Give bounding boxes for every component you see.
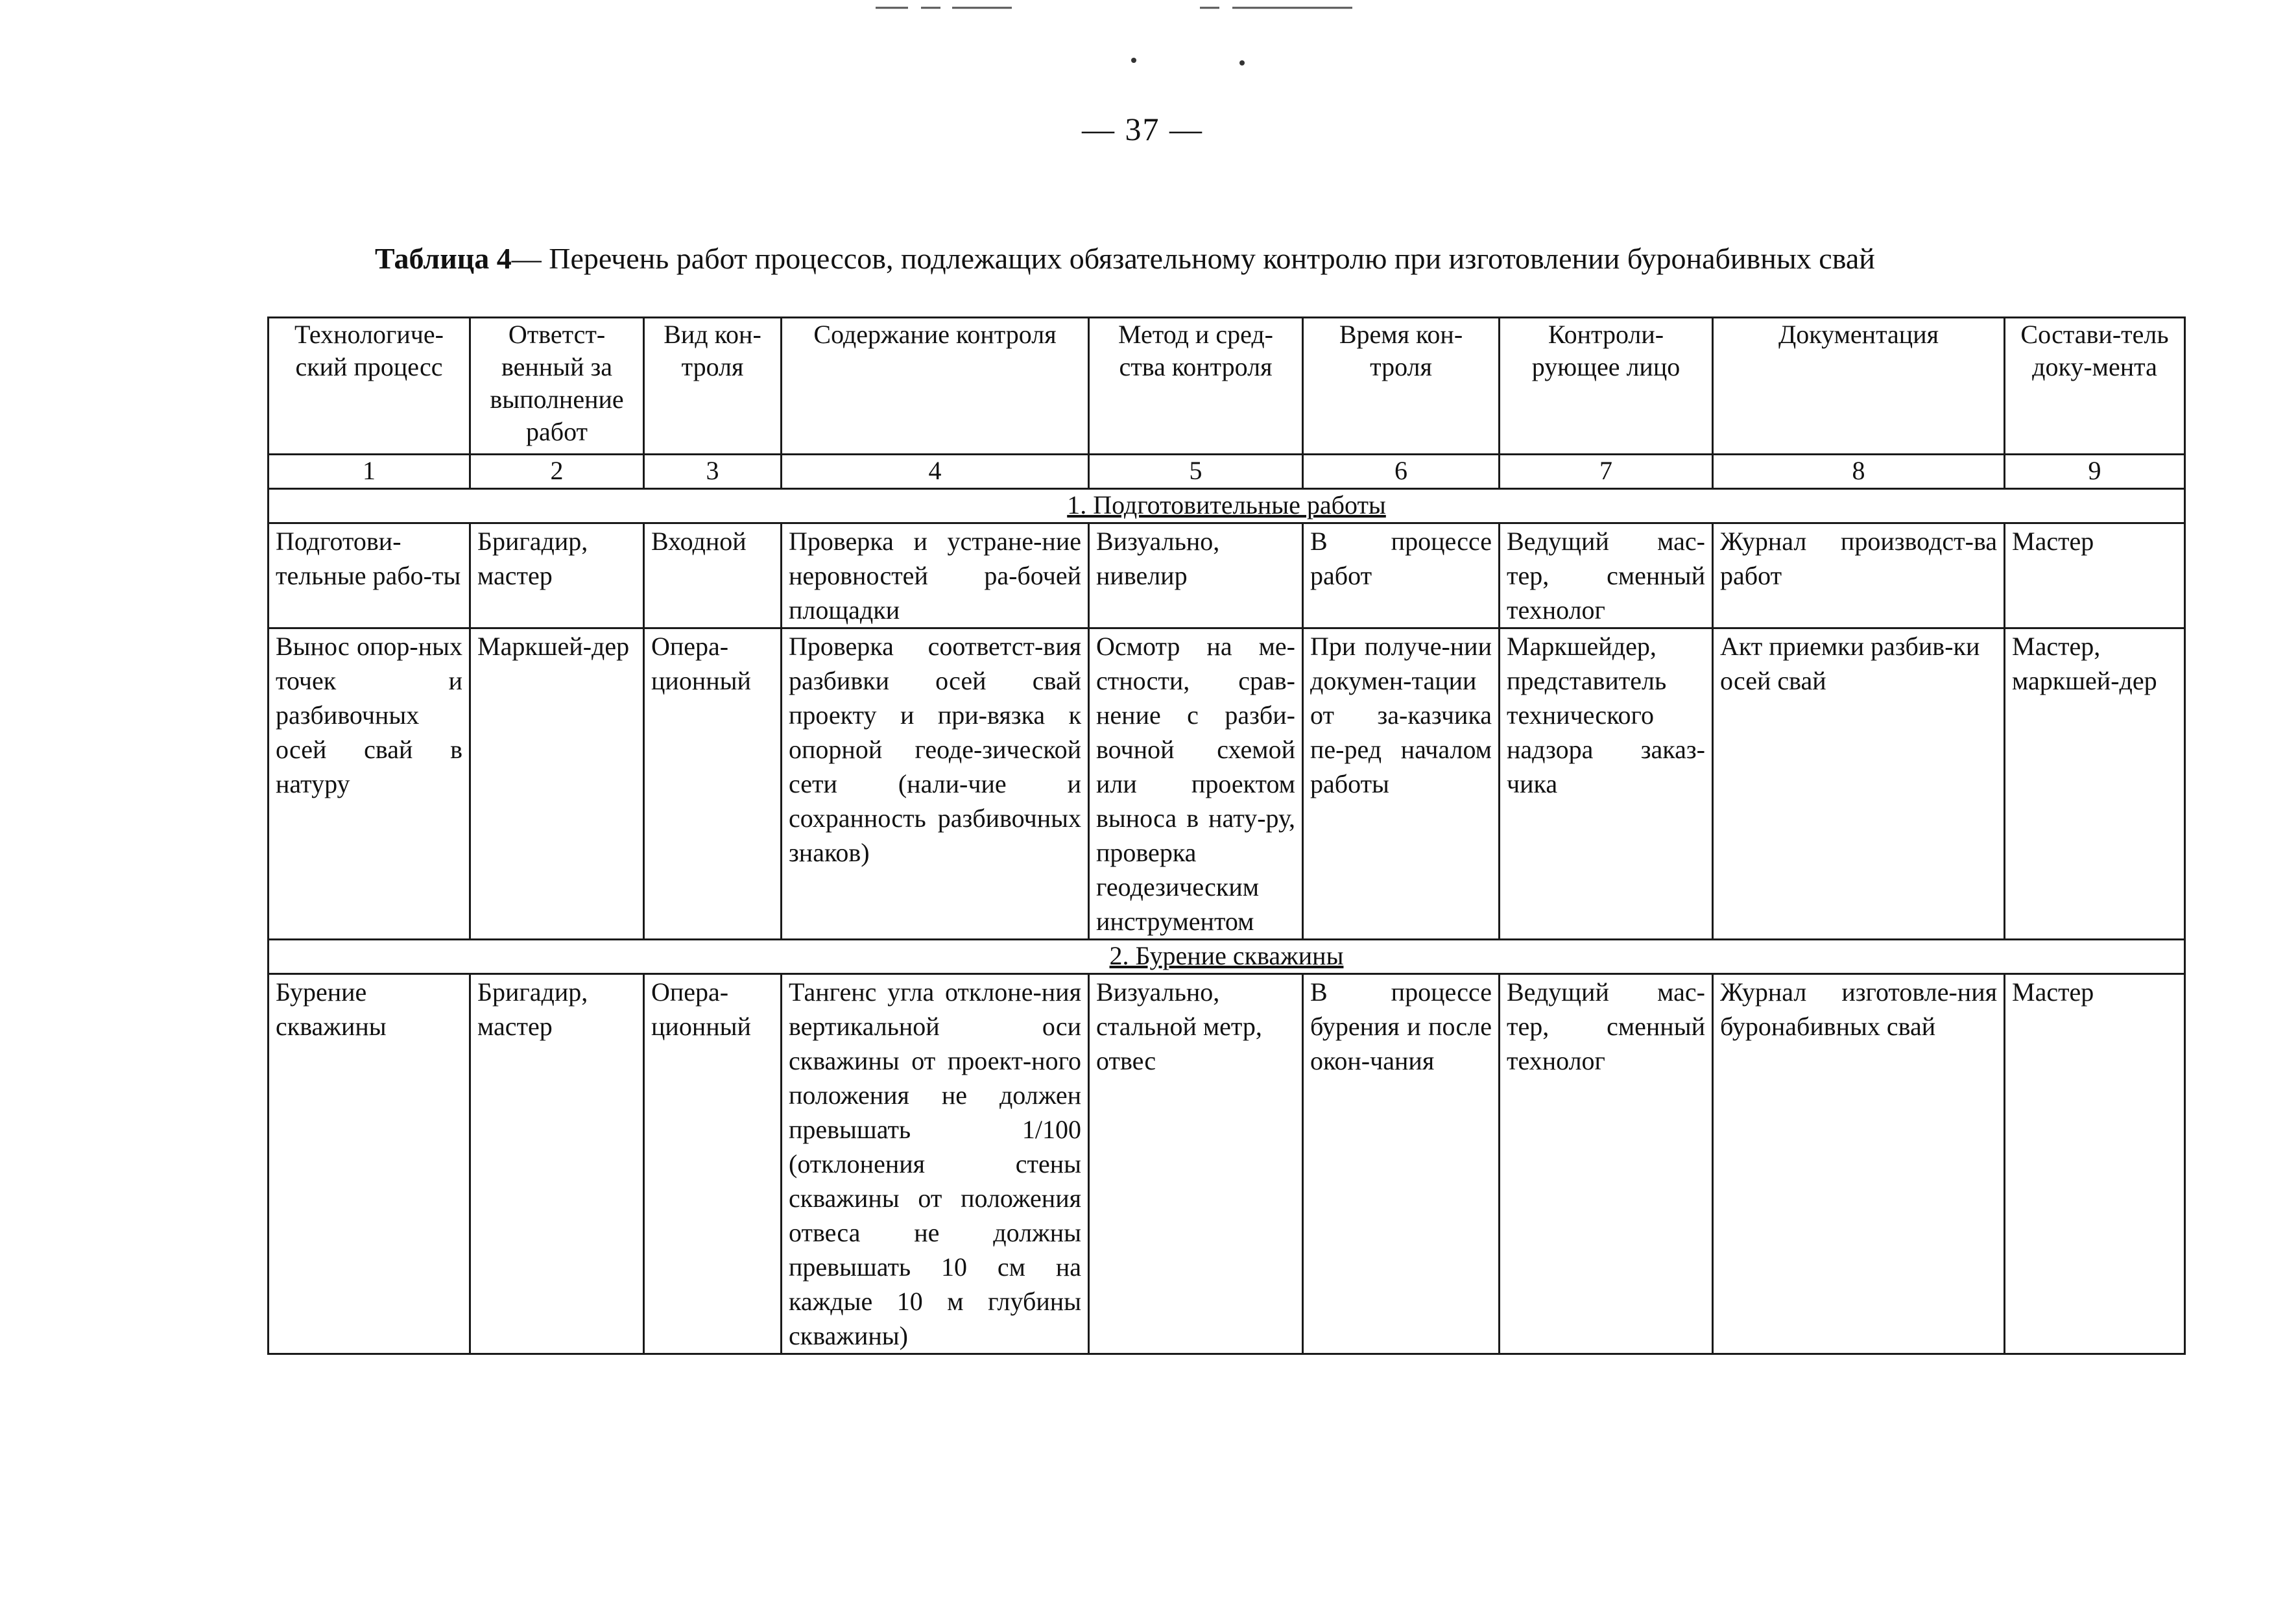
column-number: 8 [1713, 455, 2005, 489]
table-cell: Бригадир, мастер [470, 523, 644, 628]
header-cell-controller: Контроли-рующее лицо [1500, 318, 1713, 455]
table-cell: Мастер, маркшей-дер [2005, 628, 2185, 940]
table-row [269, 628, 2185, 940]
section-title: 2. Бурение скважины [1109, 941, 1344, 970]
table-cell: Мастер [2005, 974, 2185, 1354]
header-cell-method: Метод и сред-ства контроля [1089, 318, 1303, 455]
column-number: 4 [782, 455, 1089, 489]
table-cell: Подготови-тельные рабо-ты [269, 523, 470, 628]
table-cell: Опера-ционный [644, 628, 782, 940]
header-cell-time: Время кон-троля [1303, 318, 1500, 455]
column-number-row [269, 455, 2185, 489]
column-number: 7 [1500, 455, 1713, 489]
table-cell: Журнал изготовле-ния буронабивных свай [1713, 974, 2005, 1354]
table-caption [375, 241, 1875, 276]
table-cell: Акт приемки разбив-ки осей свай [1713, 628, 2005, 940]
table-cell: Мастер [2005, 523, 2185, 628]
table-caption-text: — Перечень работ процессов, подлежащих обязательному контролю при изготовлении буронабивных свай [511, 242, 1875, 275]
header-cell-responsible: Ответст-венный за выполнение работ [470, 318, 644, 455]
table-cell: Входной [644, 523, 782, 628]
section-title-cell [269, 489, 2185, 523]
table-cell: Журнал производст-ва работ [1713, 523, 2005, 628]
table-cell: В процессе бурения и после окон-чания [1303, 974, 1500, 1354]
column-number: 9 [2005, 455, 2185, 489]
column-number: 5 [1089, 455, 1303, 489]
column-number: 2 [470, 455, 644, 489]
table-caption-label: Таблица 4 [375, 242, 512, 275]
table-row [269, 974, 2185, 1354]
section-row-drilling [269, 940, 2185, 974]
header-cell-control-content: Содержание контроля [782, 318, 1089, 455]
table-cell: Визуально, стальной метр, отвес [1089, 974, 1303, 1354]
column-number: 1 [269, 455, 470, 489]
page-number: — 37 — [1082, 111, 1203, 147]
section-title: 1. Подготовительные работы [1067, 490, 1386, 519]
header-row [269, 318, 2185, 455]
table-cell: Визуально, нивелир [1089, 523, 1303, 628]
header-cell-control-type: Вид кон-троля [644, 318, 782, 455]
scan-artifacts [0, 0, 2285, 91]
table-cell: Ведущий мас-тер, сменный технолог [1500, 974, 1713, 1354]
table-cell: Маркшей-дер [470, 628, 644, 940]
header-cell-documentation: Документация [1713, 318, 2005, 455]
table-cell: Проверка и устране-ние неровностей ра-бочей площадки [782, 523, 1089, 628]
table-cell: Бригадир, мастер [470, 974, 644, 1354]
table-cell: При получе-нии докумен-тации от за-казчика пе-ред началом работы [1303, 628, 1500, 940]
table-cell: Вынос опор-ных точек и разбивочных осей свай в натуру [269, 628, 470, 940]
section-title-cell [269, 940, 2185, 974]
table-cell: Бурение скважины [269, 974, 470, 1354]
table-cell: В процессе работ [1303, 523, 1500, 628]
control-table [267, 316, 2186, 1355]
table-cell: Опера-ционный [644, 974, 782, 1354]
section-row-preparatory [269, 489, 2185, 523]
column-number: 3 [644, 455, 782, 489]
table-cell: Тангенс угла отклоне-ния вертикальной оси скважины от проект-ного положения не должен превышать 1/100 (отклонения стены скважины от положения отвеса не должны превышать 10 см на каждые 10 м глубины скважины) [782, 974, 1089, 1354]
table-cell: Проверка соответст-вия разбивки осей свай проекту и при-вязка к опорной геоде-зической сети (нали-чие и сохранность разбивочных знаков) [782, 628, 1089, 940]
header-cell-document-author: Состави-тель доку-мента [2005, 318, 2185, 455]
header-cell-process: Технологиче-ский процесс [269, 318, 470, 455]
table-row [269, 523, 2185, 628]
column-number: 6 [1303, 455, 1500, 489]
table-cell: Маркшейдер, представитель технического надзора заказ-чика [1500, 628, 1713, 940]
table-cell: Осмотр на ме-стности, срав-нение с разби-вочной схемой или проектом выноса в нату-ру, проверка геодезическим инструментом [1089, 628, 1303, 940]
table-cell: Ведущий мас-тер, сменный технолог [1500, 523, 1713, 628]
